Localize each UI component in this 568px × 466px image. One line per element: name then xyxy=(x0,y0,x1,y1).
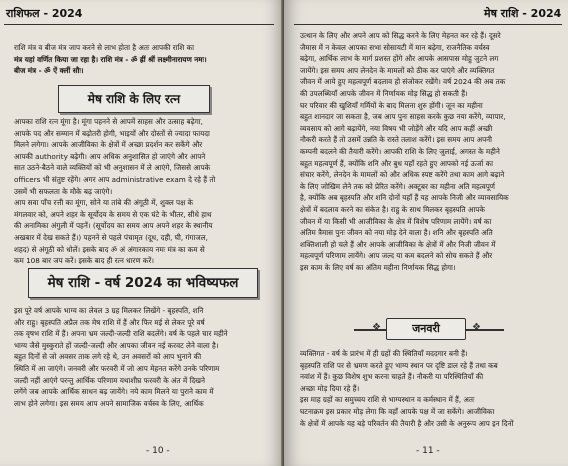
ratna-line: आपकी authority बढ़ेगी। आप अधिक अनुशासित हो जाएंगे और आपने xyxy=(14,151,206,161)
bhavishya-line: तक वृषभ राशि में हैं। अपना भ्रम जल्दी-जल्दी राशि बदलेंगे। वर्ष के पहले चार महीने xyxy=(14,329,228,339)
right-header-rule xyxy=(294,24,562,25)
overview-line: शक्तिशाली हो चले हैं और आपके आजीविका के क्षेत्रों में और निजी जीवन में xyxy=(300,239,496,249)
bhavishya-line: लगेंगे जब आपके आर्थिक साधन बढ़ जायेंगे। नये काम मिलने या पुराने काम में xyxy=(14,387,214,397)
overview-line: अंतिम त्रैमास पुनः जीवन को नया मोड़ देने वाला है। शनि और बृहस्पति अति xyxy=(300,228,493,238)
bhavishya-heading: मेष राशि - वर्ष 2024 का भविष्यफल xyxy=(28,268,258,298)
janwari-heading-group xyxy=(354,318,504,340)
ratna-line: आपके पद और सम्मान में बढ़ोतरी होगी, भाइयों और दोस्तों से ज्यादा फायदा xyxy=(14,128,210,138)
bhavishya-line: जल्दी नहीं आएंगे परन्तु आर्थिक परिणाम यथाशीघ्र फरवरी के अंत में दिखने xyxy=(14,375,206,385)
ratna-line: सात उठने-बैठने वाले व्यक्तियों को भी अनुशासन में ले आएंगे, जिससे आपके xyxy=(14,163,211,173)
overview-line: बढ़ेगा, आर्थिक लाभ के मार्ग प्रशस्त होंगे और आपके आसपास मोहु जुटने लग xyxy=(300,54,499,64)
overview-line: है, क्योंकि अब बृहस्पति और शनि दोनों यहाँ हैं यह आपके निजी और व्यावसायिक xyxy=(300,193,509,203)
bhavishya-line: लाभ होने लगेगा। इस समय आप अपने सामाजिक वर्चस्व के लिए, आर्थिक xyxy=(14,398,204,408)
overview-line: के लिए जोखिम लेने तक को प्रेरित करेंगे। अक्टूबर का महीना अति महत्वपूर्ण xyxy=(300,181,495,191)
overview-line: जायेंगे। इस समय आप लेनदेन के मामलों को ठीक कर पाएंगे और व्यक्तिगत xyxy=(300,65,495,75)
ratna-line: शहद) से अंगूठी को धोलें। इसके बाद ॐ अं अंगारकाय नमः मंत्र का कम से xyxy=(14,244,205,254)
overview-line: जीवन में आये हुए महत्वपूर्ण बदलाव हो संजोकर रखेंगे। वर्ष 2024 की अब तक xyxy=(300,77,506,87)
overview-paragraph xyxy=(300,30,562,273)
ratna-heading: मेष राशि के लिए रत्न xyxy=(58,85,210,113)
overview-line: बहुत महत्वपूर्ण हैं, क्योंकि शनि और बुध यहाँ रहते हुए आपको नई ऊर्जा का xyxy=(300,158,493,168)
left-header-rule xyxy=(4,24,274,25)
bhavishya-paragraph xyxy=(14,305,276,409)
overview-line: जीवन में या किसी भी आजीविका के क्षेत्र में विशेष परिणाम लायेंगे। वर्ष का xyxy=(300,216,492,226)
ratna-line: की अनामिका अंगुली में पहनें। (सूर्योदय का समय आप अपने शहर के स्थानीय xyxy=(14,221,213,231)
bhavishya-line: स्थिति में आ जाएंगे। जनवरी और फरवरी में जो आप मेहनत करेंगे उनके परिणाम xyxy=(14,363,220,373)
janwari-line: व्यक्तिगत - वर्ष के प्रारंभ में ही ग्रहों की स्थितियाँ मददगार बनी हैं। xyxy=(300,349,468,358)
janwari-line: अच्छा मोड़ दिया रहे हैं। xyxy=(300,383,360,393)
ratna-line: आप सवा पाँच रत्ती का मूंगा, सोने या तांबे की अंगूठी में, शुक्ल पक्ष के xyxy=(14,198,194,208)
bhavishya-line: बहुत दिनों से जो अवसर ताक लगे रहे थे, उन अवसरों को आप भुनाने की xyxy=(14,352,202,362)
ornament-icon: ❖ xyxy=(372,322,381,333)
right-page-number: - 11 - xyxy=(416,446,440,456)
right-page xyxy=(284,0,568,466)
mantra-line: मंत्र यहां वर्णित किया जा रहा है। राशि मंत्र - ॐ ह्रीं श्रीं लक्ष्मीनारायण नमः। xyxy=(14,54,207,64)
overview-line: महत्वपूर्ण परिणाम लायेंगे। आप जल्द या कम बदलने को सोच सकते हैं और xyxy=(300,251,493,261)
overview-line: की उपलब्धियाँ आपके जीवन में निर्णायक मोड़ सिद्ध हो सकती हैं। xyxy=(300,88,468,98)
left-page-header: राशिफल - 2024 xyxy=(6,7,83,20)
overview-line: क्षेत्रों में बदलाव करने का संकेत है। राहु के साथ मिलकर बृहस्पति आपके xyxy=(300,204,485,214)
mantra-line: राशि मंत्र व बीज मंत्र जाप करने से लाभ होता है अतः आपकी राशि का xyxy=(14,43,194,52)
ornament-icon: ❖ xyxy=(472,322,481,333)
ratna-line: कम 108 बार जप करें। इसके बाद ही रत्न धारण करें। xyxy=(14,256,154,266)
right-page-header: मेष राशि - 2024 xyxy=(484,7,562,20)
bhavishya-line: और राहु। बृहस्पति अप्रैल तक मेष राशि में हैं और फिर मई से लेकर पूरे वर्ष xyxy=(14,317,205,327)
janwari-line: के क्षेत्रों में आपके यह बड़े परिवर्तन की तैयारी है और उसी के अनुरूप आप इन दिनों xyxy=(300,418,514,428)
janwari-line: नवांश में हैं। कुछ विशेष शुभ करना चाहते हैं। नौकरी या परिस्थितियाँ की xyxy=(300,372,484,382)
janwari-heading: जनवरी xyxy=(386,318,466,340)
janwari-line: बृहस्पति राशि पर से भ्रमण करते हुए भाग्य स्थान पर दृष्टि डाल रहे हैं तथा कब xyxy=(300,360,498,370)
overview-line: इस काम के लिए वर्ष का अंतिम महीना निर्णायक सिद्ध होगा। xyxy=(300,262,456,272)
left-page xyxy=(0,0,283,466)
janwari-line: इस माह ग्रहों का समुच्चय राशि से भाग्यस्थान व कर्मस्थान में हैं, अतः xyxy=(300,395,475,405)
bhavishya-line: इस पूरे वर्ष आपके भाग्य का लेवल 3 ग्रह मिलकर लिखेंगे - बृहस्पति, शनि xyxy=(14,306,204,315)
overview-line: संचार करेंगे, लेनदेन के मामलों को और अधिक स्पष्ट करेंगे तथा काम आगे बढ़ाने xyxy=(300,170,505,180)
ratna-line: मिलने लगेगा। आपके आजीविका के क्षेत्रों में अच्छा प्रदर्शन कर सकेंगे और xyxy=(14,140,203,150)
janwari-paragraph xyxy=(300,348,562,429)
janwari-line: घटनाक्रम इस प्रकार मोड़ लेगा कि वहाँ आपके पक्ष में जा सकेंगे। आजीविका xyxy=(300,406,495,416)
overview-line: कम्पनी बदलने की तैयारी करेंगे। आपकी राशि के लिए जुलाई, अगस्त के महीने xyxy=(300,146,500,156)
bhavishya-line: भाग्य जैसे मुस्कुराते हों जल्दी-जल्दी और आपका जीवन नई करवट लेने वाला है। xyxy=(14,340,219,350)
overview-line: घर परिवार की खुशियाँ गर्मियों के बाद मिलना शुरु होंगी। जून का महीना xyxy=(300,100,483,110)
ratna-line: मंगलवार को, अपने शहर के सूर्योदय के समय से एक घंटे के भीतर, सीधे हाथ xyxy=(14,209,212,219)
mantra-block xyxy=(14,42,276,77)
ratna-line: अखबार में देख सकते हैं।) पहनने से पहले पंचामृत (दूध, दही, घी, गंगाजल, xyxy=(14,232,208,242)
ratna-paragraph xyxy=(14,116,276,267)
overview-line: व्यवसाय को आगे बढ़ायेंगे, नया विषय भी जोड़ेंगे और यदि आप कहीं अच्छी xyxy=(300,123,493,133)
ratna-line: आपका राशि रत्न मूंगा है। मूंगा पहनने से आपमें साहस और उत्साह बढ़ेगा, xyxy=(14,117,203,126)
ratna-line: उसमें भी सफलता के मौके बढ़ जाएंगे। xyxy=(14,186,113,196)
overview-line: जैमास में न केवल आपका सभा सोसायटी में मान बढ़ेगा, राजनैतिक वर्चस्व xyxy=(300,42,490,52)
overview-line: बहुत शानदार जा सकता है, जब आप पुनः साहस करके कुछ नया करेंगे, व्यापार, xyxy=(300,112,506,122)
ratna-line: officers भी संतुष्ट रहेंगे। अगर आप administrative exam दे रहे हैं तो xyxy=(14,174,216,184)
overview-line: नौकरी करते हैं तो उसमें उन्नति के रास्ते तलाश करेंगे। इस समय आप अपनी xyxy=(300,135,493,145)
left-page-number: - 10 - xyxy=(146,446,170,456)
overview-line: उत्थान के लिए और अपने आप को सिद्ध करने के लिए मेहनत कर रहे हैं। दूसरे xyxy=(300,31,501,40)
mantra-line: बीज मंत्र - ॐ ऐं क्लीं सौः। xyxy=(14,66,84,76)
